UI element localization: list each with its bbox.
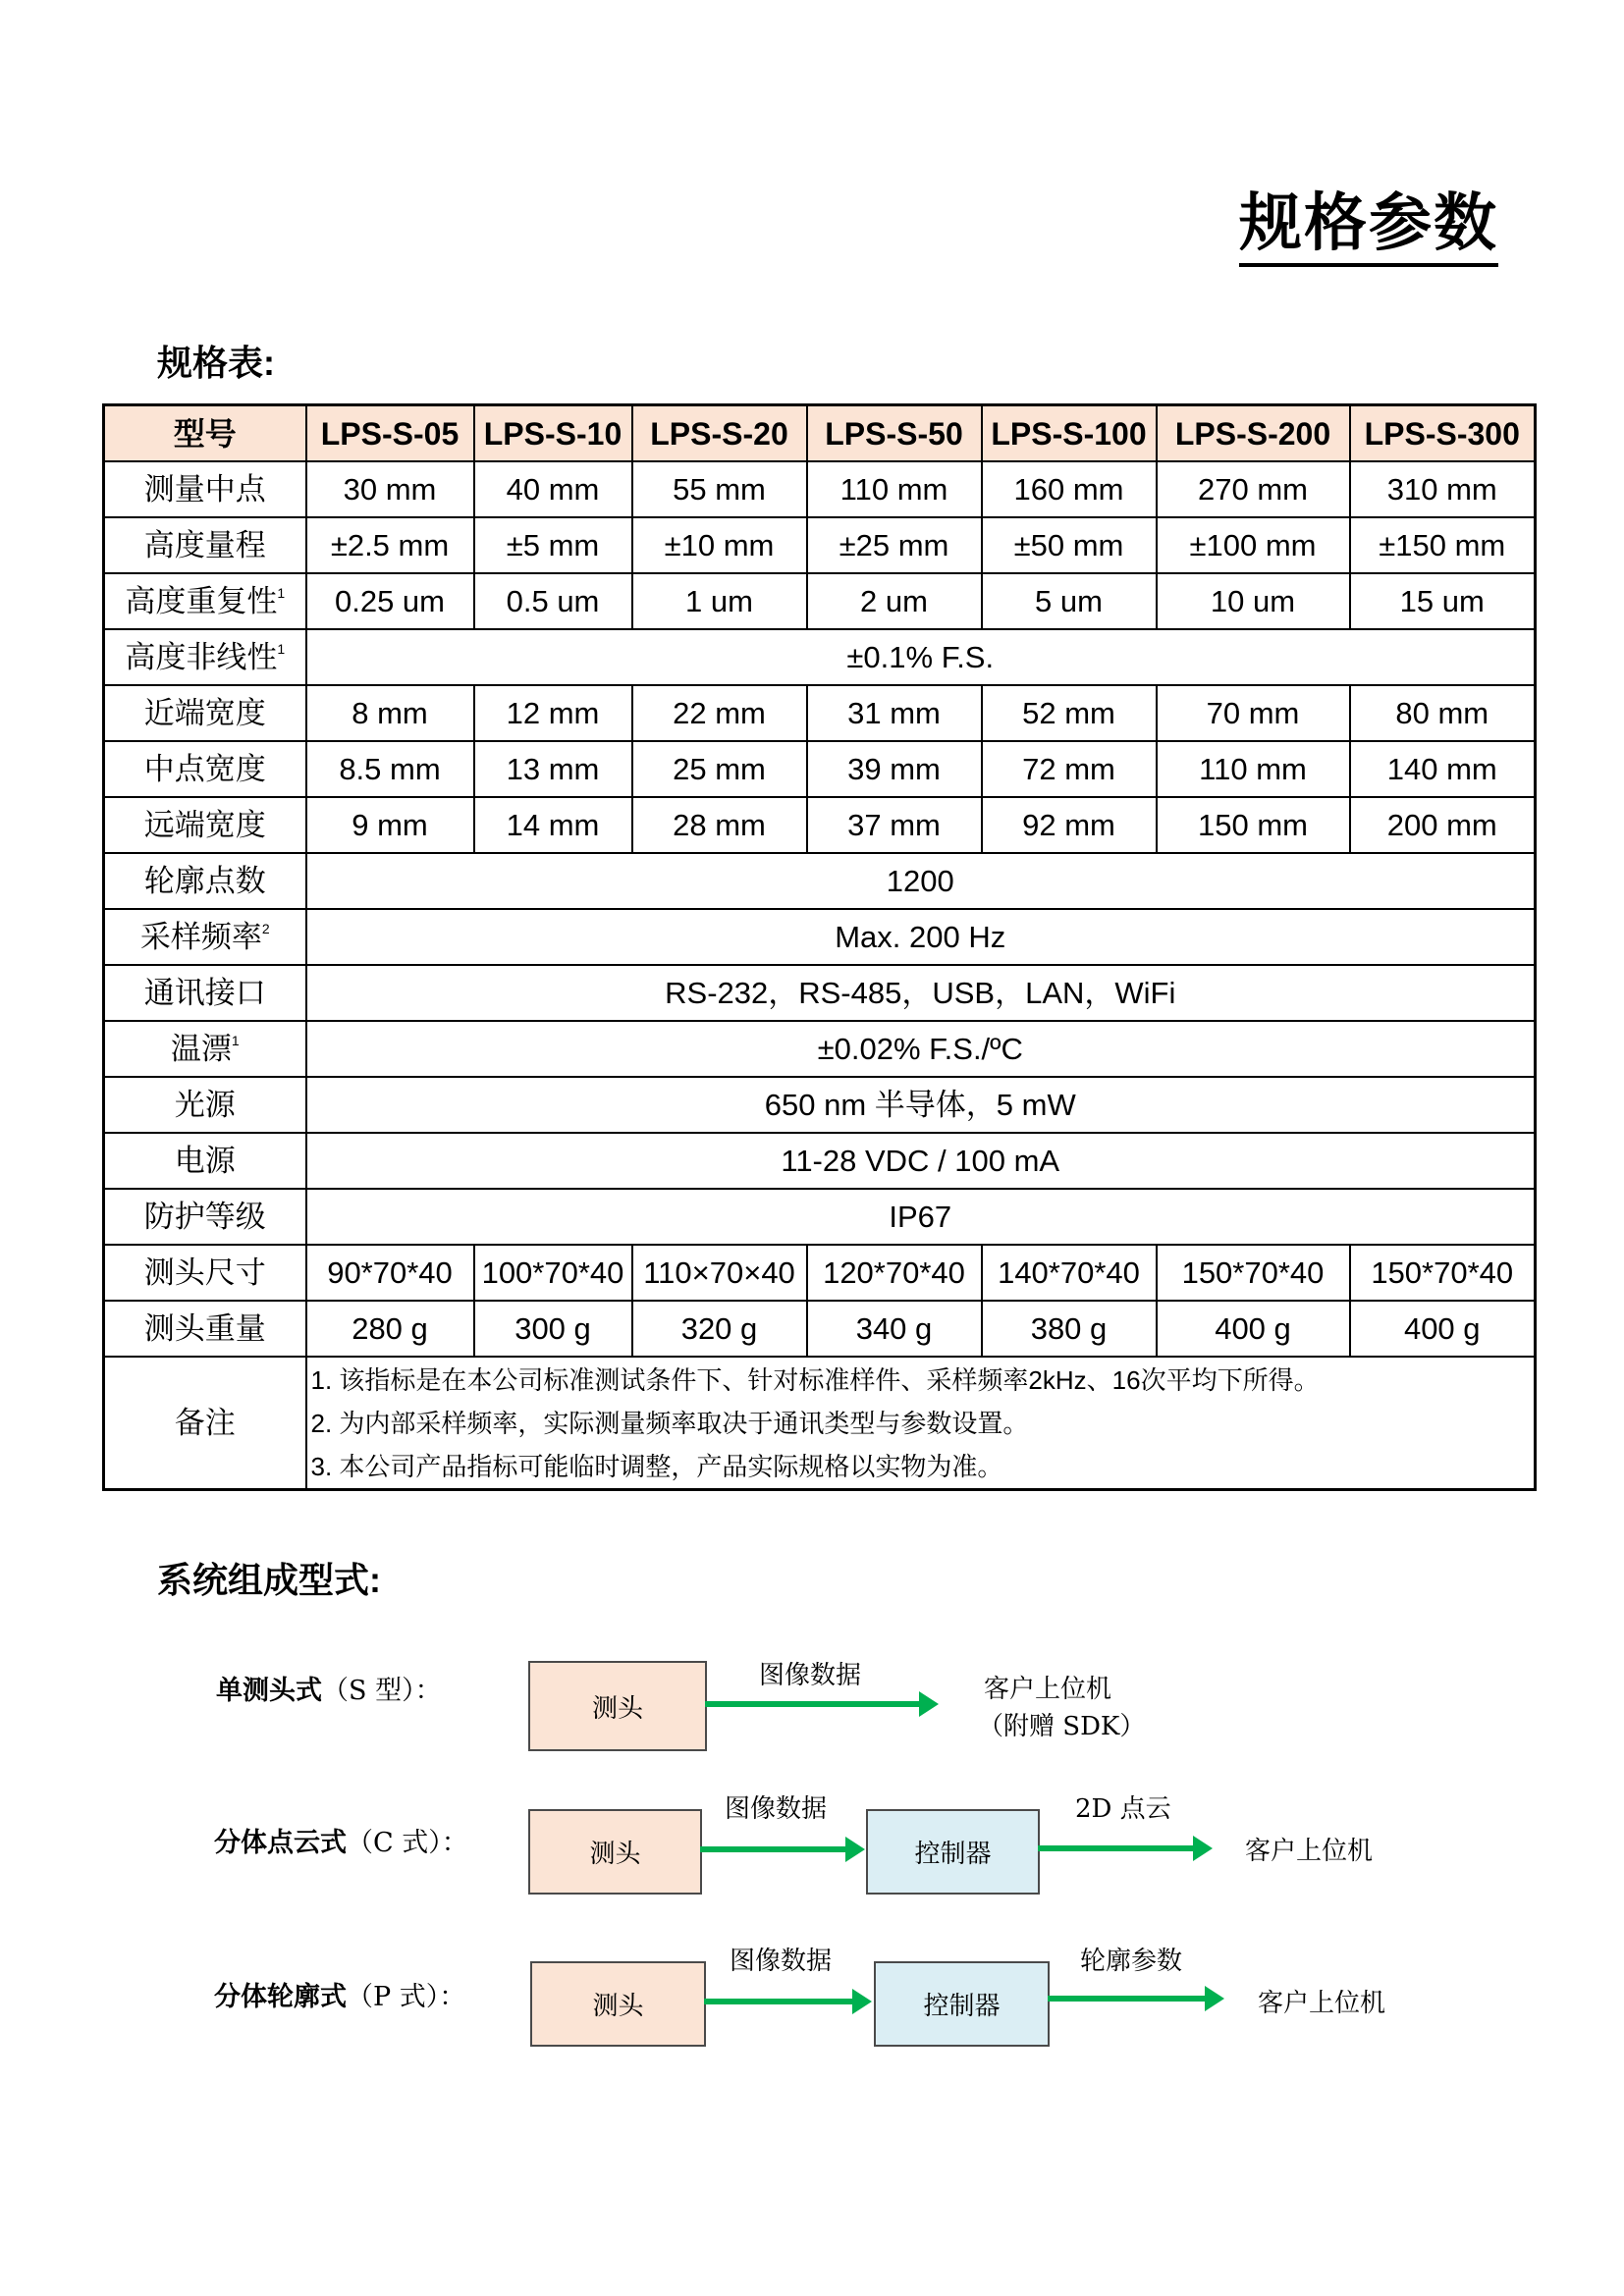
- table-cell: 200 mm: [1350, 797, 1536, 853]
- table-cell: 5 um: [982, 573, 1157, 629]
- table-cell: 31 mm: [807, 685, 982, 741]
- row-label: [104, 629, 306, 685]
- row-label: [104, 853, 306, 909]
- table-cell: 15 um: [1350, 573, 1536, 629]
- table-cell-merged: 1200: [306, 853, 1536, 909]
- table-cell: 37 mm: [807, 797, 982, 853]
- note-line: 1. 该指标是在本公司标准测试条件下、针对标准样件、采样频率2kHz、16次平均下所得。: [310, 1364, 1320, 1395]
- table-cell: 80 mm: [1350, 685, 1536, 741]
- diagram-c-edge2-label: 2D 点云: [1075, 1794, 1171, 1824]
- diagram-p-controller-box: 控制器: [874, 1961, 1050, 2047]
- table-cell-merged: ±0.1% F.S.: [306, 629, 1536, 685]
- header-model-cell: LPS-S-100: [982, 405, 1157, 462]
- table-cell: 28 mm: [632, 797, 807, 853]
- header-model-cell: LPS-S-200: [1157, 405, 1350, 462]
- table-cell: 39 mm: [807, 741, 982, 797]
- table-cell: ±100 mm: [1157, 517, 1350, 573]
- diagram-s-probe-box: 测头: [528, 1661, 707, 1751]
- footnote-marker: 1: [277, 585, 286, 601]
- table-cell-merged: RS-232，RS-485，USB，LAN，WiFi: [306, 965, 1536, 1021]
- table-cell: 380 g: [982, 1301, 1157, 1357]
- row-label: [104, 1189, 306, 1245]
- row-label: [104, 741, 306, 797]
- diagram-p-target: 客户上位机: [1258, 1989, 1386, 2018]
- table-cell-merged: Max. 200 Hz: [306, 909, 1536, 965]
- table-cell: 150*70*40: [1157, 1245, 1350, 1301]
- footnote-marker: 1: [277, 641, 286, 657]
- table-cell: 25 mm: [632, 741, 807, 797]
- table-cell: ±5 mm: [474, 517, 632, 573]
- row-label-text: 温漂: [170, 1032, 232, 1066]
- table-cell: 140 mm: [1350, 741, 1536, 797]
- table-cell: 400 g: [1350, 1301, 1536, 1357]
- table-cell: 14 mm: [474, 797, 632, 853]
- spec-section-title: 规格表:: [157, 343, 275, 383]
- table-cell-merged: ±0.02% F.S./ºC: [306, 1021, 1536, 1077]
- table-cell: 110×70×40: [632, 1245, 807, 1301]
- table-cell: 92 mm: [982, 797, 1157, 853]
- diagram-s-arrow: [705, 1701, 921, 1707]
- diagram-c-controller-box: 控制器: [866, 1809, 1040, 1895]
- table-cell: 0.25 um: [306, 573, 474, 629]
- diagram-c-label: [214, 1821, 468, 1859]
- table-row: [104, 797, 1536, 853]
- table-cell: 150 mm: [1157, 797, 1350, 853]
- table-row: [104, 629, 1536, 685]
- diagram-p-arrow-2: [1048, 1996, 1207, 2002]
- row-label: [104, 1301, 306, 1357]
- row-label-text: 采样频率: [139, 920, 262, 954]
- row-label: [104, 909, 306, 965]
- header-model-cell: LPS-S-300: [1350, 405, 1536, 462]
- diagram-s-target: 客户上位机: [984, 1675, 1112, 1704]
- table-row: [104, 517, 1536, 573]
- row-label-text: 测量中点: [143, 472, 266, 507]
- table-cell: 10 um: [1157, 573, 1350, 629]
- table-cell: 340 g: [807, 1301, 982, 1357]
- diagram-s-label-name: 单测头式: [216, 1676, 322, 1706]
- table-cell: 13 mm: [474, 741, 632, 797]
- diagram-p-probe-box: 测头: [530, 1961, 706, 2047]
- table-cell: 280 g: [306, 1301, 474, 1357]
- table-cell: 310 mm: [1350, 461, 1536, 517]
- notes-row: [104, 1357, 1536, 1490]
- diagram-s-label: [216, 1669, 442, 1707]
- diagram-c-arrow-1: [700, 1846, 847, 1852]
- diagram-p-label-name: 分体轮廓式: [214, 1982, 347, 2012]
- row-label: [104, 517, 306, 573]
- row-label-text: 电源: [174, 1144, 236, 1178]
- diagram-s-label-type: （S 型）：: [322, 1676, 442, 1706]
- row-label-text: 远端宽度: [143, 808, 266, 842]
- row-label-text: 高度重复性: [125, 584, 278, 618]
- note-line: 2. 为内部采样频率，实际测量频率取决于通讯类型与参数设置。: [310, 1408, 1029, 1438]
- table-cell: 90*70*40: [306, 1245, 474, 1301]
- table-cell-merged: IP67: [306, 1189, 1536, 1245]
- table-row: [104, 1245, 1536, 1301]
- table-row: [104, 1077, 1536, 1133]
- header-model-cell: LPS-S-10: [474, 405, 632, 462]
- table-row: [104, 1189, 1536, 1245]
- table-cell: 270 mm: [1157, 461, 1350, 517]
- table-cell: 72 mm: [982, 741, 1157, 797]
- header-model-cell: LPS-S-20: [632, 405, 807, 462]
- table-cell: 320 g: [632, 1301, 807, 1357]
- table-row: [104, 573, 1536, 629]
- row-label: [104, 965, 306, 1021]
- table-row: [104, 461, 1536, 517]
- spec-table: [102, 403, 1537, 1491]
- table-cell: ±2.5 mm: [306, 517, 474, 573]
- note-line: 3. 本公司产品指标可能临时调整，产品实际规格以实物为准。: [310, 1451, 1003, 1481]
- table-cell: 120*70*40: [807, 1245, 982, 1301]
- table-row: [104, 741, 1536, 797]
- diagram-c-label-type: （C 式）：: [347, 1828, 468, 1858]
- table-cell: 30 mm: [306, 461, 474, 517]
- diagram-p-arrow-1: [704, 1999, 854, 2004]
- table-cell: ±25 mm: [807, 517, 982, 573]
- diagram-p-label-type: （P 式）：: [347, 1982, 466, 2012]
- page-title: 规格参数: [1239, 185, 1498, 267]
- footnote-marker: 1: [231, 1033, 240, 1048]
- table-cell-merged: 11-28 VDC / 100 mA: [306, 1133, 1536, 1189]
- table-row: [104, 1021, 1536, 1077]
- table-cell: 140*70*40: [982, 1245, 1157, 1301]
- diagram-c-probe-box: 测头: [528, 1809, 702, 1895]
- row-label-text: 高度量程: [143, 528, 266, 562]
- row-label-text: 高度非线性: [125, 640, 278, 674]
- table-cell-merged: 650 nm 半导体，5 mW: [306, 1077, 1536, 1133]
- row-label: [104, 1021, 306, 1077]
- row-label-text: 防护等级: [143, 1200, 266, 1234]
- row-label-text: 近端宽度: [143, 696, 266, 730]
- diagram-p-label: [214, 1975, 465, 2013]
- table-cell: 100*70*40: [474, 1245, 632, 1301]
- diagram-c-edge1-label: 图像数据: [725, 1794, 828, 1824]
- table-cell: 160 mm: [982, 461, 1157, 517]
- table-cell: 40 mm: [474, 461, 632, 517]
- table-cell: 300 g: [474, 1301, 632, 1357]
- notes-cell: [306, 1357, 1536, 1490]
- table-row: [104, 965, 1536, 1021]
- row-label: [104, 461, 306, 517]
- table-cell: 52 mm: [982, 685, 1157, 741]
- table-cell: 2 um: [807, 573, 982, 629]
- table-row: [104, 909, 1536, 965]
- table-cell: 110 mm: [1157, 741, 1350, 797]
- footnote-marker: 2: [261, 921, 270, 936]
- table-cell: 400 g: [1157, 1301, 1350, 1357]
- table-cell: 1 um: [632, 573, 807, 629]
- row-label: [104, 1133, 306, 1189]
- table-row: [104, 853, 1536, 909]
- row-label-text: 光源: [174, 1088, 236, 1122]
- header-model-cell: LPS-S-05: [306, 405, 474, 462]
- row-label-text: 测头重量: [143, 1311, 266, 1346]
- diagram-c-target: 客户上位机: [1245, 1837, 1374, 1866]
- row-label: [104, 685, 306, 741]
- table-cell: ±10 mm: [632, 517, 807, 573]
- diagram-s-target-sdk: （附赠 SDK）: [978, 1712, 1146, 1741]
- system-section-title: 系统组成型式:: [157, 1560, 381, 1600]
- header-row: [104, 405, 1536, 462]
- row-label: [104, 1245, 306, 1301]
- diagram-c-arrow-2: [1038, 1845, 1195, 1851]
- table-cell: 70 mm: [1157, 685, 1350, 741]
- table-cell: 8.5 mm: [306, 741, 474, 797]
- header-model-cell: LPS-S-50: [807, 405, 982, 462]
- table-cell: 12 mm: [474, 685, 632, 741]
- table-row: [104, 1133, 1536, 1189]
- row-label: [104, 573, 306, 629]
- row-label: [104, 797, 306, 853]
- table-cell: 0.5 um: [474, 573, 632, 629]
- table-cell: 9 mm: [306, 797, 474, 853]
- table-row: [104, 1301, 1536, 1357]
- table-cell: 22 mm: [632, 685, 807, 741]
- table-cell: ±150 mm: [1350, 517, 1536, 573]
- table-cell: ±50 mm: [982, 517, 1157, 573]
- row-label-text: 测头尺寸: [143, 1255, 266, 1290]
- table-cell: 8 mm: [306, 685, 474, 741]
- table-cell: 110 mm: [807, 461, 982, 517]
- notes-label: 备注: [104, 1357, 306, 1490]
- row-label-text: 通讯接口: [143, 976, 266, 1010]
- diagram-c-label-name: 分体点云式: [214, 1828, 347, 1858]
- diagram-p-edge1-label: 图像数据: [730, 1947, 833, 1976]
- row-label-text: 中点宽度: [143, 752, 266, 786]
- row-label-text: 轮廓点数: [143, 864, 266, 898]
- table-row: [104, 685, 1536, 741]
- header-model-label: 型号: [104, 405, 306, 462]
- diagram-s-edge-label: 图像数据: [759, 1661, 862, 1690]
- table-cell: 55 mm: [632, 461, 807, 517]
- table-cell: 150*70*40: [1350, 1245, 1536, 1301]
- diagram-p-edge2-label: 轮廓参数: [1080, 1947, 1183, 1976]
- row-label: [104, 1077, 306, 1133]
